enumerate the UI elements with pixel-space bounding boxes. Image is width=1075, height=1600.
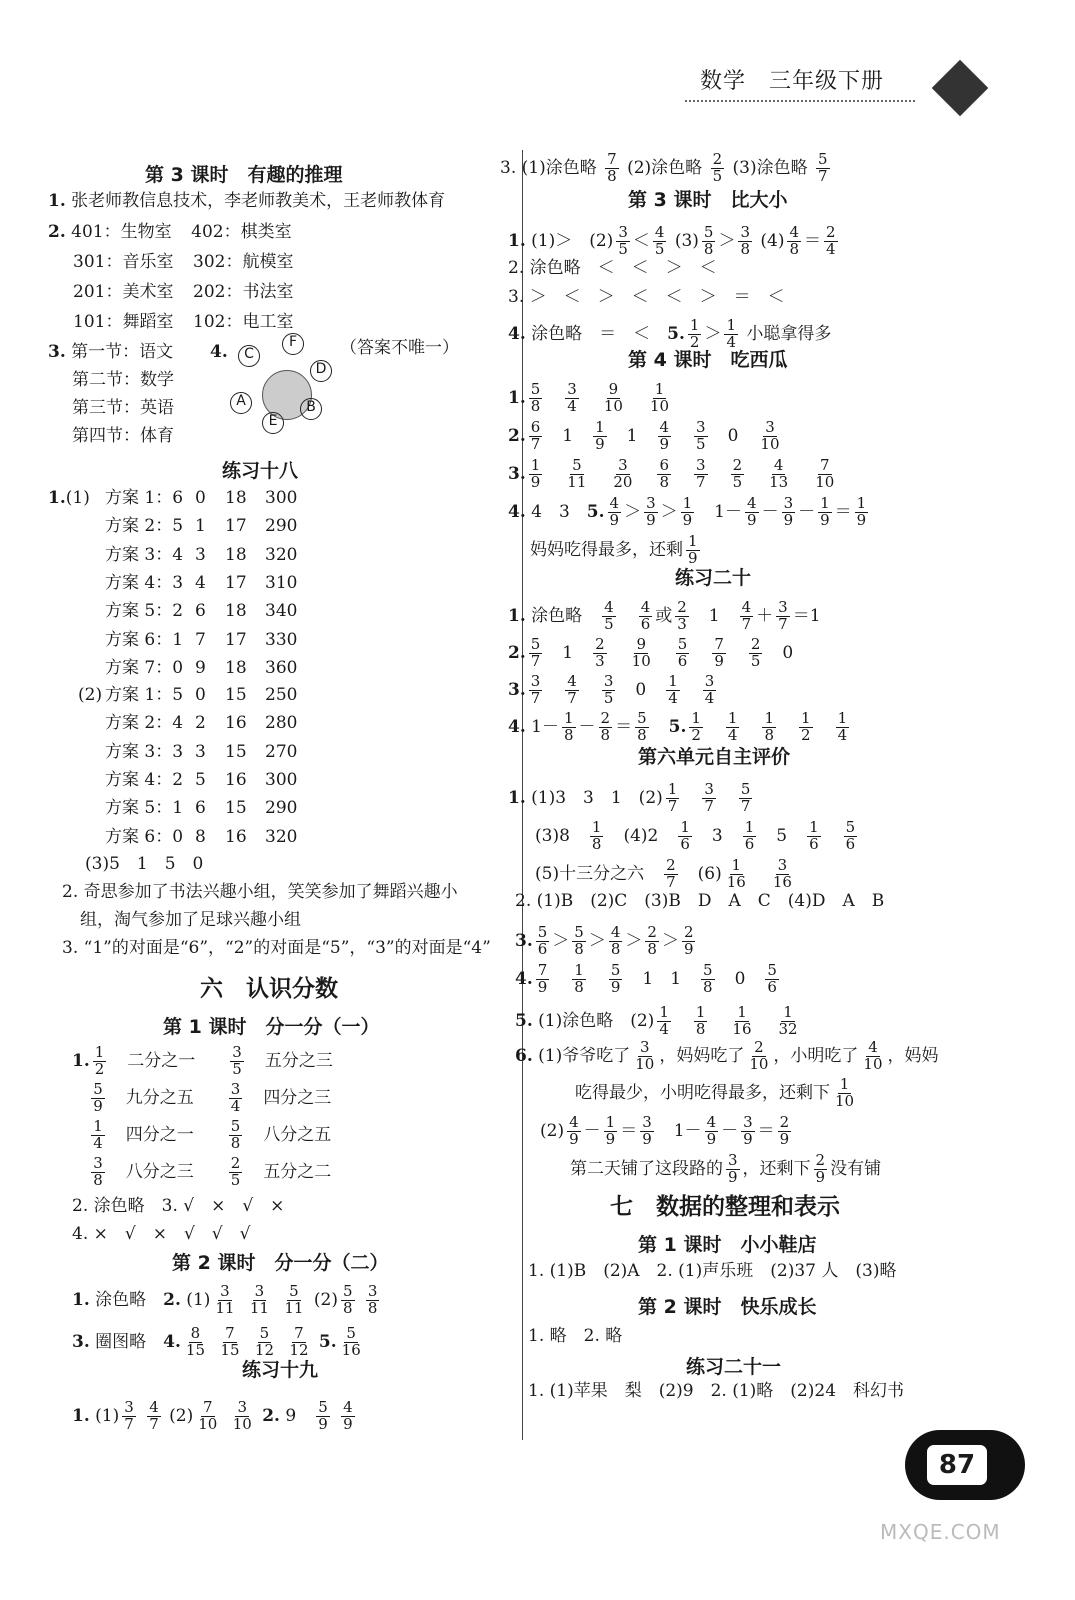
answer-line: 2. (1)B (2)C (3)B D A C (4)D A B [515,891,885,911]
plan-cell: 1 [195,516,206,537]
answer-line: 1. 略 2. 略 [528,1326,623,1346]
plan-cell: 17 [225,516,247,537]
answer-line: (2) $\frac{4}{9}$ － $\frac{1}{9}$ ＝ $\frac{3}{9}$ 1－ $\frac{4}{9}$ － $\frac{3}{9}$ ＝ $\frac{2}{9}$ [540,1113,790,1148]
note: （答案不唯一） [340,338,459,358]
section-title: 第六单元自主评价 [638,746,791,768]
fraction-name-row: $\frac{3}{8}$ 八分之三 $\frac{2}{5}$ 五分之二 [93,1154,332,1189]
plan-cell: 方案 1：6 [105,488,184,508]
answer-line: 2. $\frac{5}{7}$ 1 $\frac{2}{3}$ $\frac{9}{10}$ $\frac{5}{6}$ $\frac{7}{9}$ $\frac{2}{5}$ 0 [508,635,794,670]
plan-cell: 320 [265,544,298,565]
plan-cell: 8 [195,826,206,847]
question-number: 1.(1) [48,488,90,508]
plan-cell: 340 [265,601,298,622]
plan-cell: 15 [225,685,247,705]
section-title: 练习二十 [675,567,752,589]
answer-line: 2. 涂色略 3. √ × √ × [72,1196,285,1216]
answer-line: 4. 1－ $\frac{1}{8}$ － $\frac{2}{8}$ ＝ $\frac{5}{8}$ 5. $\frac{1}{2}$ $\frac{1}{4}$ $\frac{1}{8}$ $\frac{1}{2}$ $\frac{1}{4}$ [508,709,848,744]
answer-line: 2. 涂色略 ＜ ＜ ＞ ＜ [508,258,717,278]
plan-cell: 16 [225,826,247,847]
plan-cell: 17 [225,629,247,650]
plan-cell: 7 [195,629,206,650]
answer-line: 4. 4 3 5. $\frac{4}{9}$ ＞ $\frac{3}{9}$ ＞ $\frac{1}{9}$ 1－ $\frac{4}{9}$ － $\frac{3}{9}$ － $\frac{1}{9}$ ＝ $\frac{1}{9}$ [508,494,867,529]
plan-cell: 方案 2：5 [105,516,184,537]
plan-cell: 250 [265,685,298,705]
plan-cell: 3 [195,544,206,565]
answer-line: (3)5 1 5 0 [85,854,204,874]
answer-line: 201：美术室 202：书法室 [73,282,294,302]
answer-line: 1. 涂色略 $\frac{4}{5}$ $\frac{4}{6}$ 或 $\frac{2}{3}$ 1 $\frac{4}{7}$ ＋ $\frac{3}{7}$ ＝1 [508,598,821,633]
seat-e: E [262,412,284,434]
plan-cell: 330 [265,629,298,650]
seat-b: B [300,398,322,420]
section-title: 第 3 课时 比大小 [628,189,788,211]
answer-line: 1. (1) $\frac{3}{7}$ $\frac{4}{7}$ (2) $\frac{7}{10}$ $\frac{3}{10}$ 2. 9 $\frac{5}{9}$ $\frac{4}{9}$ [72,1398,353,1433]
answer-line: 第二天铺了这段路的 $\frac{3}{9}$ ，还剩下 $\frac{2}{9}$ 没有铺 [570,1151,882,1186]
answer-line: 3. 第一节：语文 [48,342,174,362]
plan-cell: 方案 1：5 [105,685,184,705]
plan-cell: 6 [195,601,206,622]
fraction-name-row: $\frac{1}{4}$ 四分之一 $\frac{5}{8}$ 八分之五 [93,1117,332,1152]
plan-cell: 300 [265,488,298,508]
section-title: 第 1 课时 小小鞋店 [638,1234,817,1256]
plan-cell: 0 [195,488,206,508]
section-title: 第 3 课时 有趣的推理 [145,164,343,186]
section-title: 第 2 课时 分一分（二） [172,1252,389,1274]
plan-cell: 6 [195,798,206,819]
plan-cell: 方案 2：4 [105,713,184,734]
plan-cell: 18 [225,544,247,565]
plan-cell: 290 [265,798,298,819]
answer-line: 第二节：数学 [72,370,174,390]
plan-cell: 300 [265,769,298,790]
seat-f: F [282,333,304,355]
answer-line: 1. (1)B (2)A 2. (1)声乐班 (2)37 人 (3)略 [528,1261,897,1281]
plan-cell: 280 [265,713,298,734]
plan-cell: 16 [225,769,247,790]
answer-line: 3. $\frac{3}{7}$ $\frac{4}{7}$ $\frac{3}{5}$ 0 $\frac{1}{4}$ $\frac{3}{4}$ [508,672,715,707]
unit-title: 六 认识分数 [200,976,338,1002]
answer-line: 妈妈吃得最多，还剩 $\frac{1}{9}$ [530,532,698,567]
plan-cell: 18 [225,488,247,508]
section-title: 第 4 课时 吃西瓜 [628,349,788,371]
section-title: 练习二十一 [686,1356,782,1378]
fraction-name-row: $\frac{5}{9}$ 九分之五 $\frac{3}{4}$ 四分之三 [93,1080,332,1115]
plan-cell: 5 [195,769,206,790]
seat-c: C [238,345,260,367]
watermark: MXQE.COM [880,1520,1001,1544]
header-title: 数学 三年级下册 [700,69,885,94]
answer-line: 1. (1)＞ (2) $\frac{3}{5}$ ＜ $\frac{4}{5}$ (3) $\frac{5}{8}$ ＞ $\frac{3}{8}$ (4) $\frac{4}{8}$ ＝ $\frac{2}{4}$ [508,223,836,258]
plan-cell: 17 [225,572,247,593]
answer-line: 3. $\frac{5}{6}$ ＞ $\frac{5}{8}$ ＞ $\frac{4}{8}$ ＞ $\frac{2}{8}$ ＞ $\frac{2}{9}$ [515,923,694,958]
section-title: 练习十九 [242,1359,319,1381]
plan-cell: 15 [225,741,247,762]
plan-cell: 2 [195,713,206,734]
answer-line: (5)十三分之六 $\frac{2}{7}$ (6) $\frac{1}{16}$ $\frac{3}{16}$ [535,856,792,891]
answer-line: 2. $\frac{6}{7}$ 1 $\frac{1}{9}$ 1 $\frac{4}{9}$ $\frac{3}{5}$ 0 $\frac{3}{10}$ [508,418,780,453]
plan-cell: 18 [225,601,247,622]
answer-line: 5. (1)涂色略 (2) $\frac{1}{4}$ $\frac{1}{8}$ $\frac{1}{16}$ $\frac{1}{32}$ [515,1003,798,1038]
answer-line: 2. 401：生物室 402：棋类室 [48,222,292,242]
plan-cell: 方案 4：3 [105,572,184,593]
answer-line: 3. “1”的对面是“6”，“2”的对面是“5”，“3”的对面是“4” [62,938,491,958]
answer-line: 4. 涂色略 ＝ ＜ 5. $\frac{1}{2}$ ＞ $\frac{1}{4}$ 小聪拿得多 [508,316,832,351]
answer-line: 组，淘气参加了足球兴趣小组 [80,910,301,930]
answer-line: 第三节：英语 [72,398,174,418]
page-number: 87 [924,1442,990,1488]
answer-line: 吃得最少，小明吃得最多，还剩下 $\frac{1}{10}$ [575,1075,855,1110]
plan-cell: 18 [225,657,247,678]
section-title: 第 1 课时 分一分（一） [163,1016,380,1038]
header-rule [685,100,915,102]
plan-cell: 4 [195,572,206,593]
plan-cell: 320 [265,826,298,847]
plan-cell: 360 [265,657,298,678]
plan-cell: 270 [265,741,298,762]
plan-cell: 15 [225,798,247,819]
answer-line: 4. × √ × √ √ √ [72,1224,251,1244]
plan-cell: 0 [195,685,206,705]
header-ornament-icon [932,60,989,117]
answer-line: 1. 张老师教信息技术，李老师教美术，王老师教体育 [48,191,446,211]
plan-cell: 方案 3：3 [105,741,184,762]
answer-line: 4. $\frac{7}{9}$ $\frac{1}{8}$ $\frac{5}{9}$ 1 1 $\frac{5}{8}$ 0 $\frac{5}{6}$ [515,961,777,996]
plan-cell: 方案 6：0 [105,826,184,847]
answer-line: 3. $\frac{1}{9}$ $\frac{5}{11}$ $\frac{3}{20}$ $\frac{6}{8}$ $\frac{3}{7}$ $\frac{2}{5}$ $\frac{4}{13}$ $\frac{7}{10}$ [508,456,835,491]
answer-line: 3. (1)涂色略 $\frac{7}{8}$ (2)涂色略 $\frac{2}{5}$ (3)涂色略 $\frac{5}{7}$ [500,150,828,185]
answer-line: 3. ＞ ＜ ＞ ＜ ＜ ＞ ＝ ＜ [508,287,785,307]
section-title: 第 2 课时 快乐成长 [638,1296,817,1318]
answer-line: 第四节：体育 [72,426,174,446]
plan-cell: 方案 7：0 [105,657,184,678]
plan-cell: 16 [225,713,247,734]
answer-line: 1. (1)苹果 梨 (2)9 2. (1)略 (2)24 科幻书 [528,1381,905,1401]
seat-d: D [310,360,332,382]
plan-cell: 方案 3：4 [105,544,184,565]
section-title: 练习十八 [222,460,299,482]
plan-cell: 3 [195,741,206,762]
plan-cell: 9 [195,657,206,678]
answer-line: 1. 涂色略 2. (1) $\frac{3}{11}$ $\frac{3}{11}$ $\frac{5}{11}$ (2) $\frac{5}{8}$ $\frac{3}{8}$ [72,1282,378,1317]
unit-title: 七 数据的整理和表示 [610,1194,840,1220]
answer-line: 2. 奇思参加了书法兴趣小组，笑笑参加了舞蹈兴趣小 [62,882,458,902]
seat-a: A [230,392,252,414]
plan-cell: 290 [265,516,298,537]
answer-line: 6. (1)爷爷吃了 $\frac{3}{10}$ ，妈妈吃了 $\frac{2}{10}$ ，小明吃了 $\frac{4}{10}$ ，妈妈 [515,1038,939,1073]
plan-cell: 方案 6：1 [105,629,184,650]
fraction-name-row: 1. $\frac{1}{2}$ 二分之一 $\frac{3}{5}$ 五分之三 [72,1043,333,1078]
question-number: 4. [210,342,228,362]
question-number: (2) [78,685,103,705]
answer-line: (3)8 $\frac{1}{8}$ (4)2 $\frac{1}{6}$ 3 $\frac{1}{6}$ 5 $\frac{1}{6}$ $\frac{5}{6}$ [535,818,856,853]
plan-cell: 方案 4：2 [105,769,184,790]
answer-line: 301：音乐室 302：航模室 [73,252,294,272]
plan-cell: 方案 5：2 [105,601,184,622]
plan-cell: 方案 5：1 [105,798,184,819]
answer-line: 3. 圈图略 4. $\frac{8}{15}$ $\frac{7}{15}$ $\frac{5}{12}$ $\frac{7}{12}$ 5. $\frac{5}{16}$ [72,1324,361,1359]
answer-line: 1. $\frac{5}{8}$ $\frac{3}{4}$ $\frac{9}{10}$ $\frac{1}{10}$ [508,380,670,415]
answer-line: 101：舞蹈室 102：电工室 [73,312,294,332]
answer-line: 1. (1)3 3 1 (2) $\frac{1}{7}$ $\frac{3}{7}$ $\frac{5}{7}$ [508,780,751,815]
plan-cell: 310 [265,572,298,593]
